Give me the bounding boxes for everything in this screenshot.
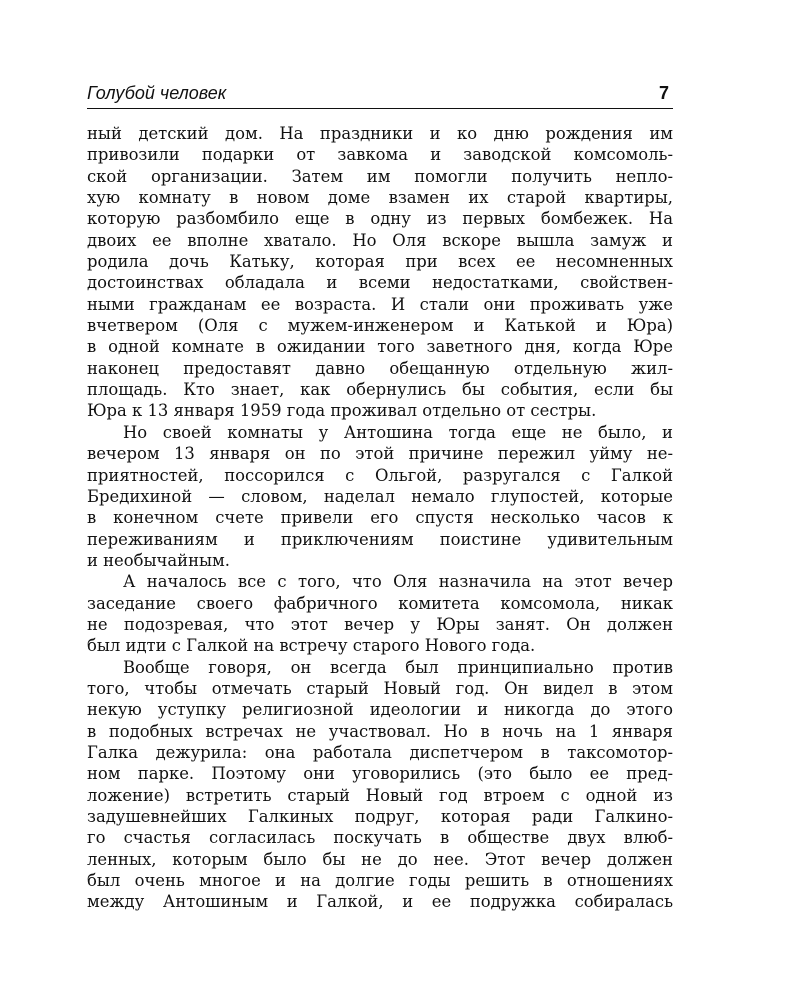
text-line: го счастья согласилась поскучать в обществе двух влюб- bbox=[87, 828, 673, 848]
text-line: хую комнату в новом доме взамен их старой квартиры, bbox=[87, 188, 673, 208]
text-line: ложение) встретить старый Новый год втроем с одной из bbox=[87, 785, 673, 805]
text-line: вечером 13 января он по этой причине пережил уйму не- bbox=[87, 444, 673, 464]
text-line: переживаниям и приключениям поистине удивительным bbox=[87, 529, 673, 549]
text-line: в подобных встречах не участвовал. Но в ночь на 1 января bbox=[87, 721, 673, 741]
paragraph bbox=[87, 123, 673, 422]
text-line: заседание своего фабричного комитета комсомола, никак bbox=[87, 593, 673, 613]
text-line: задушевнейших Галкиных подруг, которая ради Галкино- bbox=[87, 807, 673, 826]
text-line: Вообще говоря, он всегда был принципиально против bbox=[123, 657, 673, 677]
text-line: Но своей комнаты у Антошина тогда еще не было, и bbox=[123, 422, 673, 442]
text-line: в конечном счете привели его спустя несколько часов к bbox=[87, 508, 673, 528]
text-line: был очень многое и на долгие годы решить в отношениях bbox=[87, 871, 673, 891]
text-line: Бредихиной — словом, наделал немало глупостей, которые bbox=[87, 486, 673, 506]
text-line: того, чтобы отмечать старый Новый год. Он видел в этом bbox=[87, 678, 673, 698]
text-line: между Антошиным и Галкой, и ее подружка собиралась bbox=[87, 892, 673, 912]
text-line: вчетвером (Оля с мужем-инженером и Катькой и Юра) bbox=[87, 316, 673, 336]
paragraph bbox=[87, 571, 673, 656]
text-line: приятностей, поссорился с Ольгой, разругался с Галкой bbox=[87, 465, 673, 485]
body-text bbox=[87, 123, 673, 913]
text-line: привозили подарки от завкома и заводской комсомоль- bbox=[87, 145, 673, 165]
text-line: ными гражданам ее возраста. И стали они проживать уже bbox=[87, 294, 673, 314]
running-head-title: Голубой человек bbox=[87, 83, 227, 103]
text-line: Юра к 13 января 1959 года проживал отдельно от сестры. bbox=[87, 401, 597, 421]
text-line: которую разбомбило еще в одну из первых бомбежек. На bbox=[87, 209, 673, 229]
text-line: ленных, которым было бы не до нее. Этот вечер должен bbox=[87, 849, 673, 869]
paragraph bbox=[87, 422, 673, 571]
text-line: достоинствах обладала и всеми недостатками, свойствен- bbox=[87, 273, 673, 293]
text-line: родила дочь Катьку, которая при всех ее несомненных bbox=[87, 252, 673, 272]
header-divider bbox=[87, 108, 673, 109]
text-line: ской организации. Затем им помогли получить непло- bbox=[87, 166, 673, 186]
text-line: двоих ее вполне хватало. Но Оля вскоре вышла замуж и bbox=[87, 230, 673, 250]
running-head bbox=[87, 80, 673, 106]
text-line: ном парке. Поэтому они уговорились (это было ее пред- bbox=[87, 764, 673, 784]
text-line: площадь. Кто знает, как обернулись бы события, если бы bbox=[87, 380, 673, 400]
text-line: не подозревая, что этот вечер у Юры занят. Он должен bbox=[87, 614, 673, 634]
text-line: Галка дежурила: она работала диспетчером в таксомотор- bbox=[87, 742, 673, 762]
text-line: был идти с Галкой на встречу старого Нового года. bbox=[87, 636, 536, 656]
text-line: ный детский дом. На праздники и ко дню рождения им bbox=[87, 124, 673, 143]
text-line: некую уступку религиозной идеологии и никогда до этого bbox=[87, 700, 673, 720]
text-line: наконец предоставят давно обещанную отдельную жил- bbox=[87, 358, 673, 378]
paragraph bbox=[87, 657, 673, 913]
text-line: в одной комнате в ожидании того заветного дня, когда Юре bbox=[87, 337, 673, 357]
text-line: и необычайным. bbox=[87, 550, 231, 570]
page-number: 7 bbox=[658, 83, 669, 103]
text-line: А началось все с того, что Оля назначила на этот вечер bbox=[123, 572, 673, 592]
